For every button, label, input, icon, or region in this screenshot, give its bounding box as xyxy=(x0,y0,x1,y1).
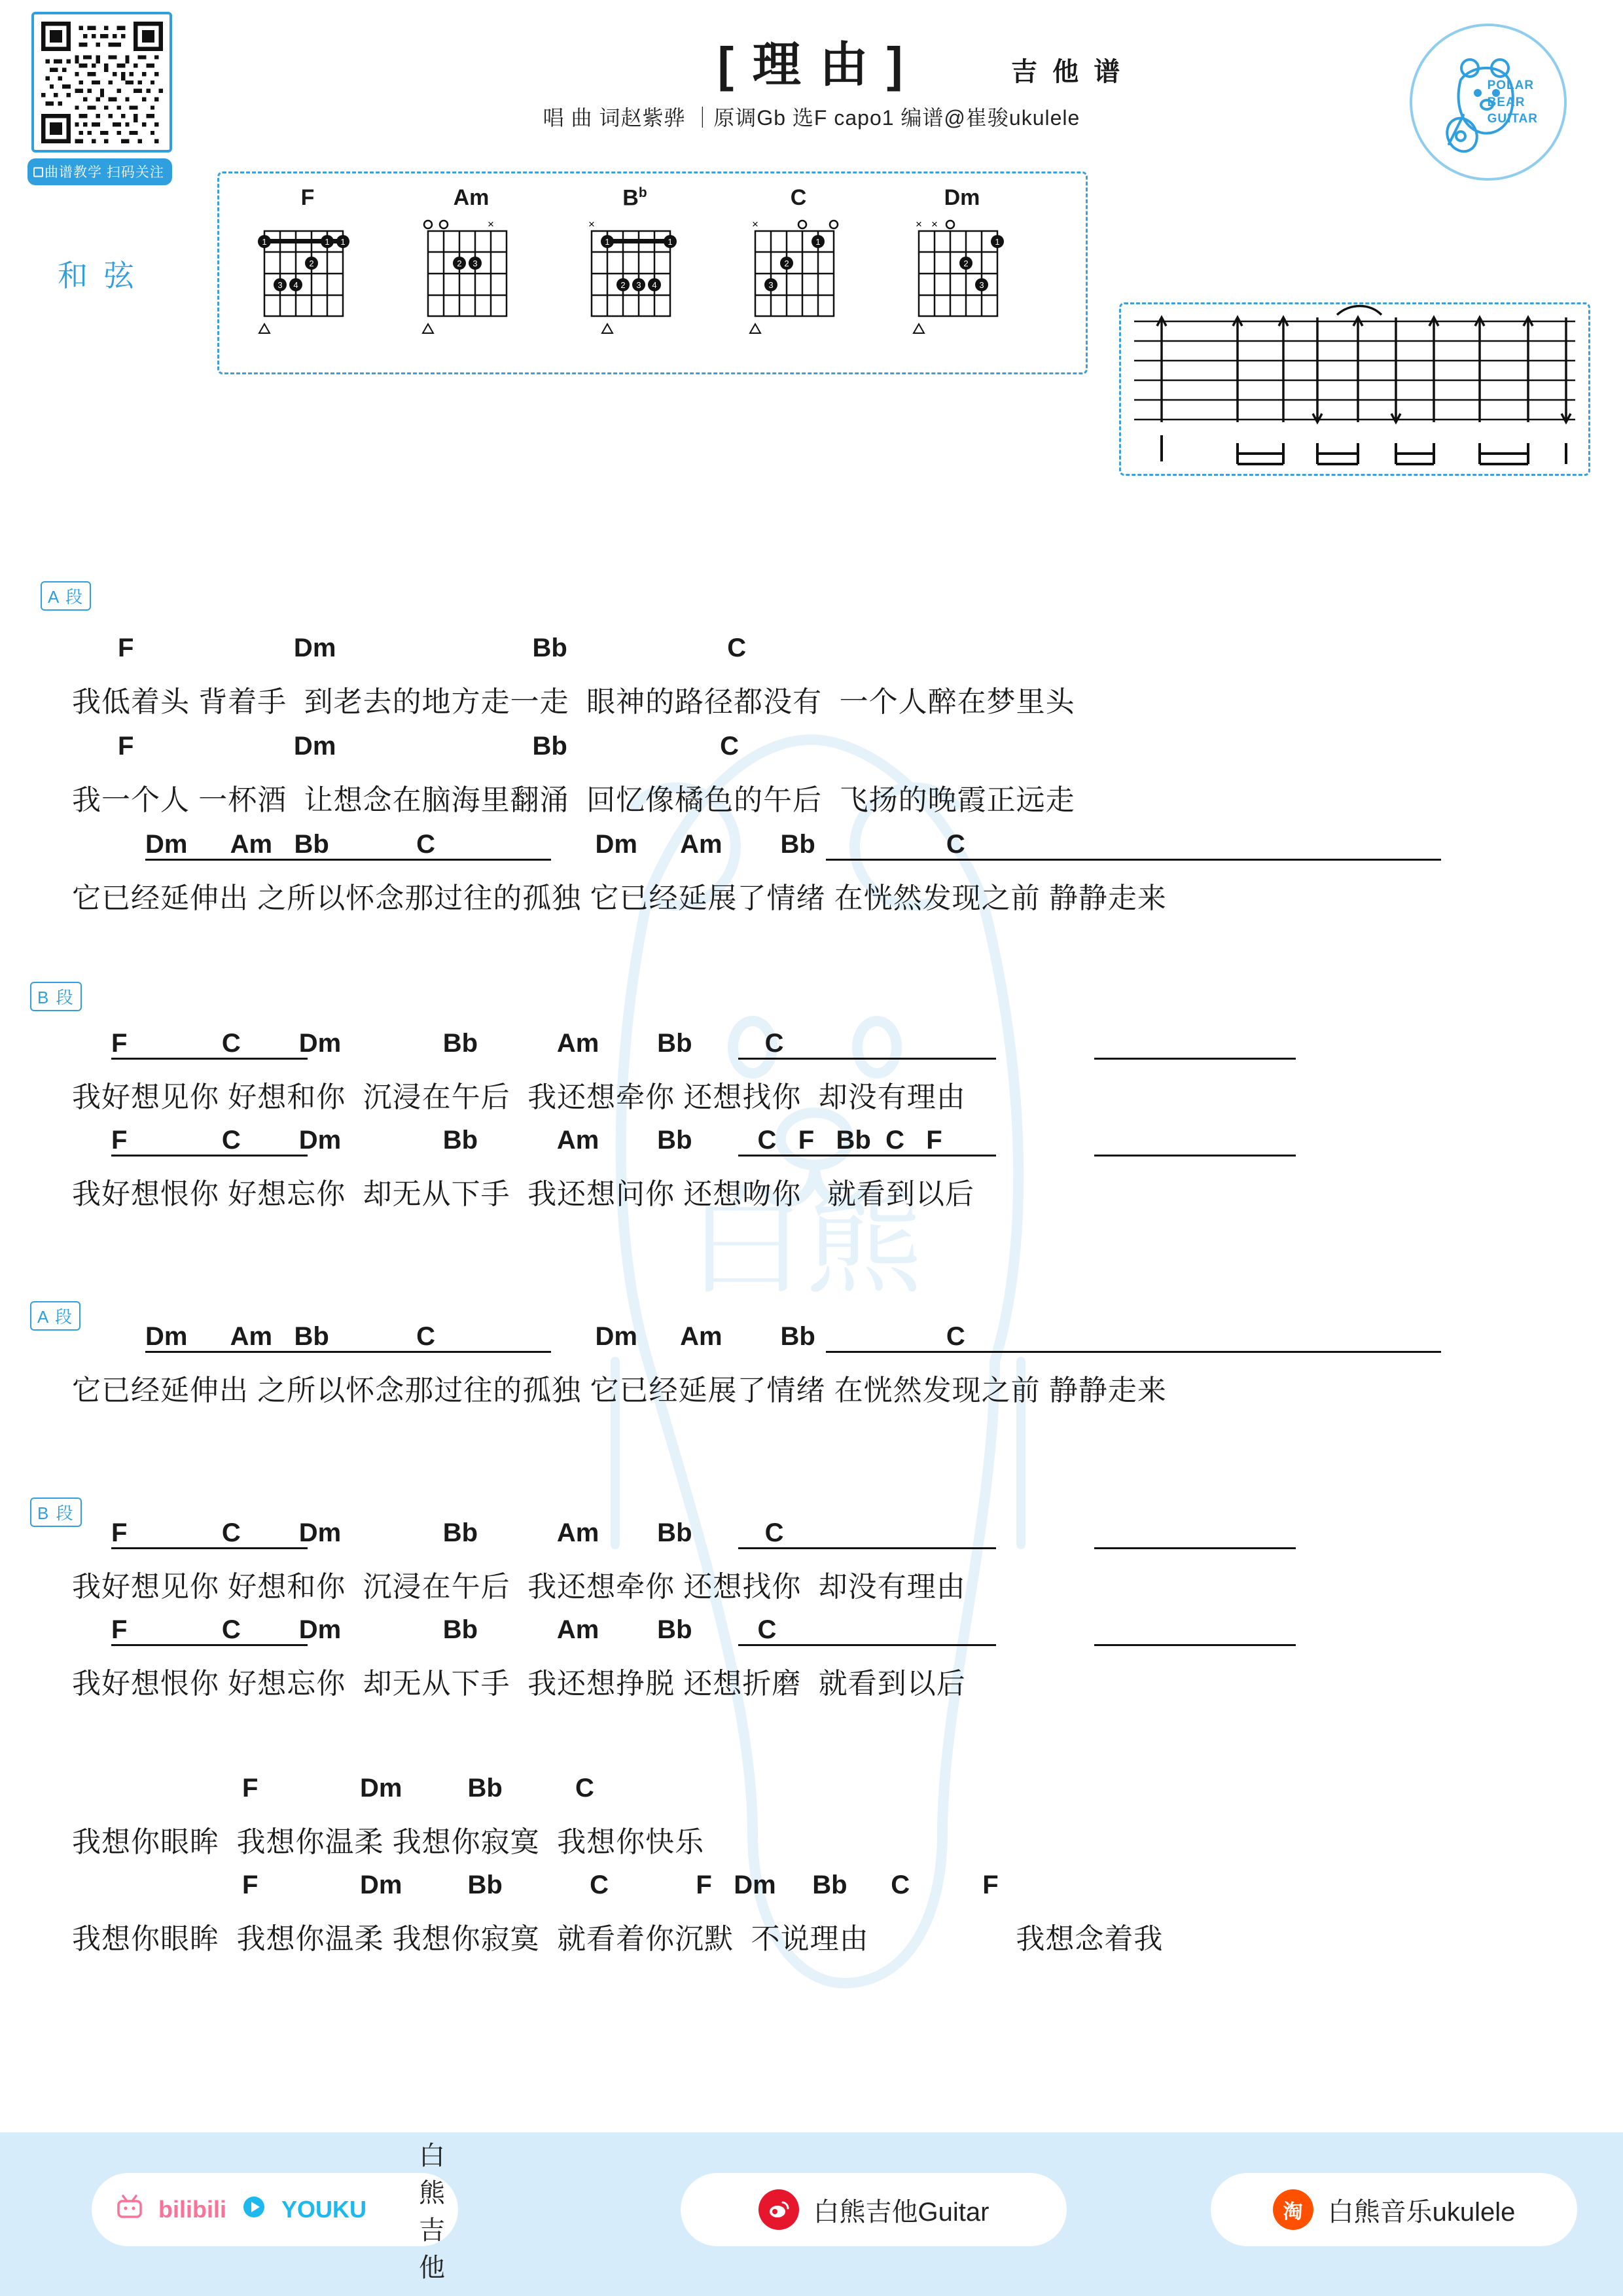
chord-underline xyxy=(111,1547,308,1549)
svg-text:1: 1 xyxy=(668,237,673,247)
guitar-label: 吉 他 谱 xyxy=(1011,58,1124,86)
taobao-icon: 淘 xyxy=(1273,2189,1313,2230)
svg-text:3: 3 xyxy=(636,280,641,290)
svg-text:1: 1 xyxy=(605,237,610,247)
svg-text:3: 3 xyxy=(277,280,283,290)
svg-text:×: × xyxy=(916,218,922,230)
chord-section-label: 和 弦 xyxy=(58,259,138,293)
svg-text:2: 2 xyxy=(620,280,626,290)
chord-diagrams-panel xyxy=(217,171,1088,374)
chord-name-sup: b xyxy=(638,185,647,200)
chord-underline xyxy=(145,1351,551,1353)
chord-underline xyxy=(738,1644,996,1646)
svg-text:3: 3 xyxy=(979,280,984,290)
chord-underline xyxy=(1094,1155,1296,1157)
svg-text:×: × xyxy=(931,218,938,230)
polar-bear-logo xyxy=(1410,24,1567,181)
chord-name: B xyxy=(622,185,639,211)
svg-text:2: 2 xyxy=(963,259,969,268)
lyric-line-6: 它已经延伸出 之所以怀念那过往的孤独 它已经延展了情绪 在恍然发现之前 静静走来 xyxy=(72,1374,1167,1407)
chord-underline xyxy=(738,1155,996,1157)
svg-text:1: 1 xyxy=(340,237,346,247)
bilibili-label: bilibili xyxy=(158,2196,226,2223)
svg-text:3: 3 xyxy=(473,259,478,268)
footer-pill-weibo[interactable] xyxy=(681,2173,1067,2246)
chord-F xyxy=(232,185,383,338)
chord-line-7: F C Dm Bb Am Bb C xyxy=(111,1518,784,1547)
svg-text:4: 4 xyxy=(293,280,298,290)
svg-text:2: 2 xyxy=(457,259,462,268)
page-footer xyxy=(0,2132,1623,2296)
bilibili-icon xyxy=(115,2194,144,2226)
lyric-line-10: 我想你眼眸 我想你温柔 我想你寂寞 就看着你沉默 不说理由 我想念着我 xyxy=(72,1923,1164,1955)
page-title: [ 理 由 ] xyxy=(717,37,906,92)
chord-line-3: Dm Am Bb C Dm Am Bb C xyxy=(145,830,965,859)
chord-underline xyxy=(111,1155,308,1157)
chord-line-9: F Dm Bb C xyxy=(242,1774,594,1803)
lyric-line-1: 我低着头 背着手 到老去的地方走一走 眼神的路径都没有 一个人醉在梦里头 xyxy=(72,686,1075,718)
chord-underline xyxy=(826,859,1441,861)
svg-text:×: × xyxy=(588,218,595,230)
svg-text:2: 2 xyxy=(784,259,789,268)
svg-text:白熊: 白熊 xyxy=(687,1178,923,1308)
lyric-line-4: 我好想见你 好想和你 沉浸在午后 我还想牵你 还想找你 却没有理由 xyxy=(72,1081,966,1113)
footer-pill-bilibili[interactable] xyxy=(92,2142,458,2282)
chord-line-5: F C Dm Bb Am Bb C F Bb C F xyxy=(111,1126,942,1155)
chord-line-6: Dm Am Bb C Dm Am Bb C xyxy=(145,1322,965,1351)
svg-text:2: 2 xyxy=(309,259,314,268)
chord-name: C xyxy=(790,185,807,210)
chord-line-4: F C Dm Bb Am Bb C xyxy=(111,1029,784,1058)
weibo-icon xyxy=(758,2189,799,2230)
youku-label: YOUKU xyxy=(281,2196,367,2223)
chord-diagram-F xyxy=(250,214,365,338)
chord-underline xyxy=(111,1644,308,1646)
chord-Am xyxy=(396,185,546,338)
svg-text:1: 1 xyxy=(995,237,1000,247)
chord-underline xyxy=(145,859,551,861)
section-tag-a2: A 段 xyxy=(30,1301,80,1331)
section-tag-b2: B 段 xyxy=(30,1498,82,1527)
chord-underline xyxy=(1094,1644,1296,1646)
qr-caption: 曲谱教学 扫码关注 xyxy=(27,158,172,185)
svg-text:1: 1 xyxy=(262,237,267,247)
lyric-line-9: 我想你眼眸 我想你温柔 我想你寂寞 我想你快乐 xyxy=(72,1826,705,1858)
lyric-line-2: 我一个人 一杯酒 让想念在脑海里翻涌 回忆像橘色的午后 飞扬的晚霞正远走 xyxy=(72,784,1075,816)
chord-diagram-Dm xyxy=(904,214,1020,338)
section-tag-a1: A 段 xyxy=(41,581,91,611)
brand-label-1: 白熊吉他 xyxy=(419,2142,446,2282)
chord-Bb xyxy=(560,185,710,338)
svg-text:4: 4 xyxy=(652,280,657,290)
lyric-line-3: 它已经延伸出 之所以怀念那过往的孤独 它已经延展了情绪 在恍然发现之前 静静走来 xyxy=(72,882,1167,914)
chord-diagram-C xyxy=(741,214,856,338)
chord-Dm xyxy=(887,185,1037,338)
lyric-line-5: 我好想恨你 好想忘你 却无从下手 我还想问你 还想吻你 就看到以后 xyxy=(72,1178,975,1210)
chord-underline xyxy=(738,1058,996,1060)
chord-name: Dm xyxy=(944,185,980,210)
chord-line-1: F Dm Bb C xyxy=(118,634,747,662)
chord-underline xyxy=(1094,1547,1296,1549)
page-header xyxy=(0,0,1623,180)
svg-text:3: 3 xyxy=(768,280,774,290)
section-tag-b1: B 段 xyxy=(30,982,82,1011)
footer-pill-taobao[interactable] xyxy=(1211,2173,1577,2246)
svg-text:×: × xyxy=(488,218,494,230)
chord-line-2: F Dm Bb C xyxy=(118,732,740,761)
chord-name: Am xyxy=(453,185,490,210)
svg-text:×: × xyxy=(752,218,758,230)
chord-diagram-Am xyxy=(414,214,529,338)
chord-diagram-Bb xyxy=(577,214,692,338)
chord-underline xyxy=(826,1351,1441,1353)
youku-icon xyxy=(241,2194,267,2226)
chord-line-10: F Dm Bb C F Dm Bb C F xyxy=(242,1871,999,1899)
chord-name: F xyxy=(300,185,315,210)
brand-label-2: 白熊吉他Guitar xyxy=(813,2197,990,2227)
strum-pattern-panel xyxy=(1119,302,1590,476)
brand-label-3: 白熊音乐ukulele xyxy=(1327,2197,1516,2227)
logo-text: POLAR BEAR GUITAR xyxy=(1487,79,1538,126)
chord-line-8: F C Dm Bb Am Bb C xyxy=(111,1615,777,1644)
svg-text:1: 1 xyxy=(815,237,821,247)
lyric-line-7: 我好想见你 好想和你 沉浸在午后 我还想牵你 还想找你 却没有理由 xyxy=(72,1571,966,1603)
chord-underline xyxy=(738,1547,996,1549)
svg-text:1: 1 xyxy=(325,237,330,247)
lyric-line-8: 我好想恨你 好想忘你 却无从下手 我还想挣脱 还想折磨 就看到以后 xyxy=(72,1668,966,1700)
chord-C xyxy=(723,185,874,338)
chord-underline xyxy=(1094,1058,1296,1060)
chord-underline xyxy=(111,1058,308,1060)
strum-pattern-diagram xyxy=(1121,304,1588,475)
credits: 唱 曲 词赵紫骅 ｜原调Gb 选F capo1 编谱@崔骏ukulele xyxy=(543,106,1080,130)
